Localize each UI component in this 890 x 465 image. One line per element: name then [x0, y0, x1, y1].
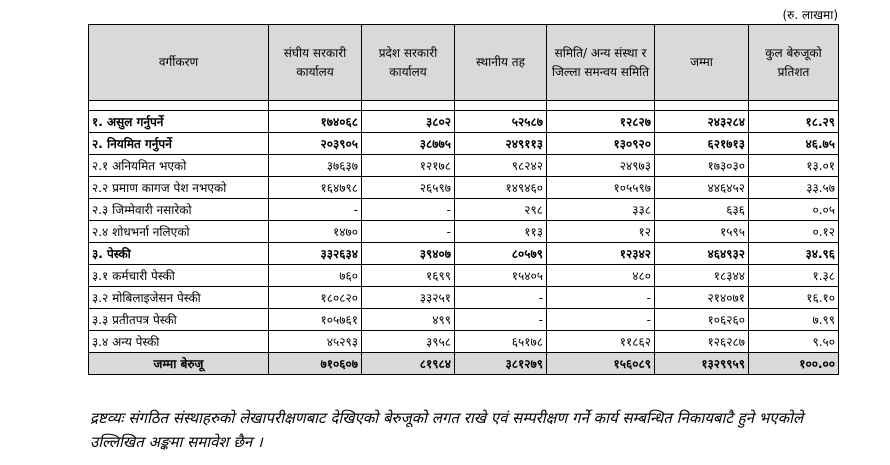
row-value: १०६२६०: [655, 309, 749, 331]
table-row: [89, 221, 839, 243]
row-value: १२८२७: [547, 111, 655, 133]
row-value: ३३२५१: [362, 287, 455, 309]
row-value: १८०८२०: [269, 287, 362, 309]
col-header-committees-others: समिति/ अन्य संस्था र जिल्ला समन्वय समिति: [547, 25, 655, 101]
row-label: २.४ शोधभर्ना नलिएको: [89, 221, 269, 243]
row-value: १४७०: [269, 221, 362, 243]
col-header-local-level: स्थानीय तह: [455, 25, 547, 101]
col-header-total: जम्मा: [655, 25, 749, 101]
row-value: ७.९९: [749, 309, 839, 331]
row-value: -: [269, 199, 362, 221]
row-value: ५२५८७: [455, 111, 547, 133]
row-value: १३.०१: [749, 155, 839, 177]
unit-note: (रु. लाखमा): [782, 8, 838, 22]
row-value: -: [547, 287, 655, 309]
row-value: ३३८: [547, 199, 655, 221]
row-label: ३.१ कर्मचारी पेस्की: [89, 265, 269, 287]
row-value: १०५५९७: [547, 177, 655, 199]
row-value: १६९९: [362, 265, 455, 287]
row-value: ७६०: [269, 265, 362, 287]
table-row: [89, 243, 839, 265]
row-value: ३७६३७: [269, 155, 362, 177]
row-value: १७४०६८: [269, 111, 362, 133]
col-header-provincial-offices: प्रदेश सरकारी कार्यालय: [362, 25, 455, 101]
row-label: १. असुल गर्नुपर्ने: [89, 111, 269, 133]
row-value: -: [362, 199, 455, 221]
total-value: ३८१२७९: [455, 353, 547, 375]
row-value: १५९५: [655, 221, 749, 243]
table-row: [89, 111, 839, 133]
row-value: ६५१७८: [455, 331, 547, 353]
row-label: २.३ जिम्मेवारी नसारेको: [89, 199, 269, 221]
row-value: ४८०: [547, 265, 655, 287]
total-value: १००.००: [749, 353, 839, 375]
row-value: ११८६२: [547, 331, 655, 353]
row-label: २.२ प्रमाण कागज पेश नभएको: [89, 177, 269, 199]
row-value: २६५९७: [362, 177, 455, 199]
row-value: ०.१२: [749, 221, 839, 243]
row-value: ६३६: [655, 199, 749, 221]
row-value: ४५२९३: [269, 331, 362, 353]
row-value: १४९४६०: [455, 177, 547, 199]
row-label: २. नियमित गर्नुपर्ने: [89, 133, 269, 155]
row-value: ३९४०७: [362, 243, 455, 265]
row-label: ३.३ प्रतीतपत्र पेस्की: [89, 309, 269, 331]
row-value: ८०५७९: [455, 243, 547, 265]
table-row: [89, 309, 839, 331]
row-value: ०.०५: [749, 199, 839, 221]
row-value: -: [547, 309, 655, 331]
table-row: [89, 177, 839, 199]
spacer-row: [89, 101, 839, 111]
row-value: ९८२४२: [455, 155, 547, 177]
row-value: ६२१७१३: [655, 133, 749, 155]
row-value: १३०९२०: [547, 133, 655, 155]
total-value: १३२९९५९: [655, 353, 749, 375]
row-label: ३. पेस्की: [89, 243, 269, 265]
col-header-percent: कुल बेरुजूको प्रतिशत: [749, 25, 839, 101]
row-value: २४९७३: [547, 155, 655, 177]
row-value: ११३: [455, 221, 547, 243]
table-row: [89, 331, 839, 353]
total-value: १५६०८९: [547, 353, 655, 375]
row-value: १८.२९: [749, 111, 839, 133]
row-value: ३९५८: [362, 331, 455, 353]
row-label: ३.२ मोबिलाइजेसन पेस्की: [89, 287, 269, 309]
beruju-table-wrapper: [88, 24, 838, 375]
row-value: १२६२८७: [655, 331, 749, 353]
row-value: -: [455, 287, 547, 309]
row-value: १५४०५: [455, 265, 547, 287]
row-value: २१४०७१: [655, 287, 749, 309]
row-label: २.१ अनियमित भएको: [89, 155, 269, 177]
row-value: ४६४९३२: [655, 243, 749, 265]
row-value: १.३८: [749, 265, 839, 287]
row-value: ३३२६३४: [269, 243, 362, 265]
col-header-federal-offices: संघीय सरकारी कार्यालय: [269, 25, 362, 101]
total-value: ७१०६०७: [269, 353, 362, 375]
row-value: १२: [547, 221, 655, 243]
row-value: ४९९: [362, 309, 455, 331]
row-value: ३४.९६: [749, 243, 839, 265]
row-value: १०५७६१: [269, 309, 362, 331]
row-value: १६.१०: [749, 287, 839, 309]
row-value: २४९११३: [455, 133, 547, 155]
row-value: १२१७८: [362, 155, 455, 177]
row-value: २०३९०५: [269, 133, 362, 155]
row-label: ३.४ अन्य पेस्की: [89, 331, 269, 353]
row-value: १६४७९८: [269, 177, 362, 199]
table-row: [89, 287, 839, 309]
row-value: २९८: [455, 199, 547, 221]
row-value: १८३४४: [655, 265, 749, 287]
beruju-table: [88, 24, 839, 375]
row-value: १७३०३०: [655, 155, 749, 177]
row-value: ३३.५७: [749, 177, 839, 199]
table-row: [89, 133, 839, 155]
total-value: ८१९८४: [362, 353, 455, 375]
row-value: ९.५०: [749, 331, 839, 353]
row-value: ४४६४५२: [655, 177, 749, 199]
row-value: ४६.७५: [749, 133, 839, 155]
col-header-classification: वर्गीकरण: [89, 25, 269, 101]
row-value: ३८७७५: [362, 133, 455, 155]
table-row: [89, 265, 839, 287]
total-label: जम्मा बेरुजू: [89, 353, 269, 375]
footnote: द्रष्टव्यः संगठित संस्थाहरुको लेखापरीक्षणबाट देखिएको बेरुजूको लगत राखे एवं सम्परीक्षण गर्ने कार्य सम्बन्धित निकायबाटै हुने भएकोले उल्लिखित अङ्कमा समावेश छैन ।: [90, 409, 804, 451]
table-row: [89, 155, 839, 177]
row-value: २४३२८४: [655, 111, 749, 133]
row-value: -: [362, 221, 455, 243]
total-row: [89, 353, 839, 375]
row-value: -: [455, 309, 547, 331]
row-value: १२३४२: [547, 243, 655, 265]
table-row: [89, 199, 839, 221]
table-header-row: [89, 25, 839, 101]
row-value: ३८०२: [362, 111, 455, 133]
